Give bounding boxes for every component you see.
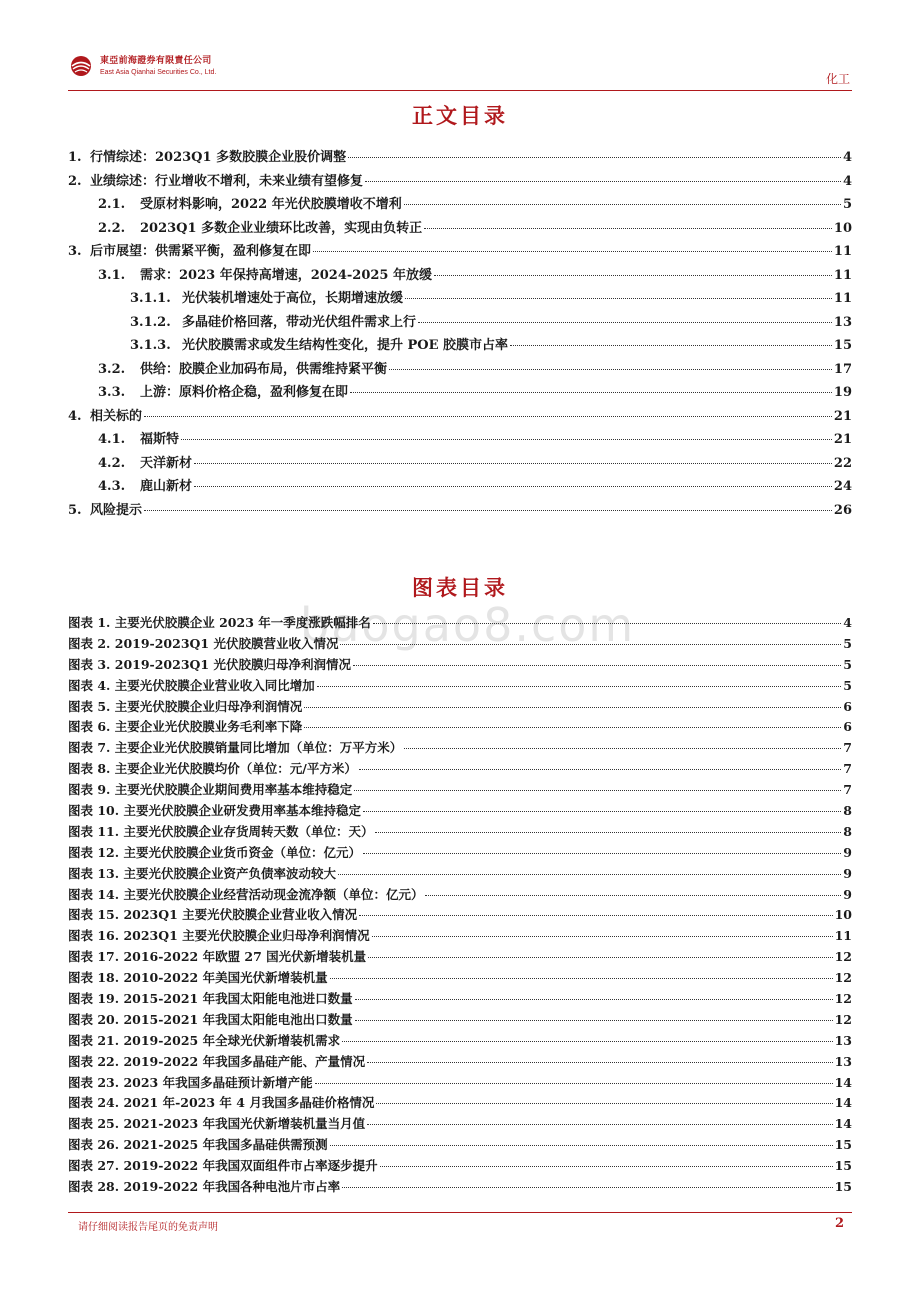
toc-entry-title: 多晶硅价格回落，带动光伏组件需求上行 <box>182 314 417 330</box>
figure-leader <box>353 665 841 666</box>
toc-entry-page: 21 <box>833 432 852 447</box>
toc-entry-number: 2.2. <box>98 220 126 236</box>
toc-heading: 正文目录 <box>412 104 508 128</box>
figure-entry[interactable] <box>68 697 852 718</box>
figure-entry[interactable] <box>68 634 852 655</box>
figure-entry-title: 图表 14. 主要光伏胶膜企业经营活动现金流净额（单位：亿元） <box>68 886 424 902</box>
figure-entry-title: 图表 12. 主要光伏胶膜企业货币资金（单位：亿元） <box>68 844 361 860</box>
figures-heading: 图表目录 <box>412 576 508 600</box>
figure-entry[interactable] <box>68 1135 852 1156</box>
toc-leader <box>313 251 832 252</box>
figure-leader <box>355 999 833 1000</box>
toc-entry-number: 5. <box>68 502 82 518</box>
figure-leader <box>354 790 841 791</box>
toc-entry-number: 3.1. <box>98 267 126 283</box>
figure-entry-page: 15 <box>834 1158 852 1174</box>
toc-entry-page: 17 <box>833 361 852 377</box>
figure-entry[interactable] <box>68 885 852 906</box>
figure-entry-title: 图表 26. 2021-2025 年我国多晶硅供需预测 <box>68 1137 328 1153</box>
figure-entry-title: 图表 24. 2021 年-2023 年 4 月我国多晶硅价格情况 <box>68 1095 375 1111</box>
toc-entry[interactable] <box>68 287 852 311</box>
toc-leader <box>365 181 841 182</box>
toc-entry[interactable] <box>68 405 852 429</box>
toc-entry-page: 11 <box>833 291 852 306</box>
toc-entry-title: 风险提示 <box>90 502 143 518</box>
company-name-cn: 東亞前海證券有限責任公司 <box>100 55 212 66</box>
toc-entry[interactable] <box>68 146 852 170</box>
figure-entry-page: 9 <box>843 844 852 860</box>
figure-entry-page: 11 <box>834 928 852 944</box>
toc-entry-number: 1. <box>68 150 82 165</box>
figure-entry-page: 7 <box>843 740 852 756</box>
figure-entry[interactable] <box>68 1114 852 1135</box>
figure-entry-page: 15 <box>834 1179 852 1195</box>
toc-entry-title: 供给：胶膜企业加码布局，供需维持紧平衡 <box>140 361 388 377</box>
toc-entry-title: 受原材料影响，2022 年光伏胶膜增收不增利 <box>140 197 402 212</box>
figure-entry[interactable] <box>68 655 852 676</box>
figure-entry[interactable] <box>68 822 852 843</box>
figure-leader <box>342 1041 833 1042</box>
toc-entry-number: 4.1. <box>98 432 126 447</box>
figure-entry-page: 15 <box>834 1137 852 1153</box>
figure-leader <box>425 895 841 896</box>
toc-entry-number: 3.1.3. <box>130 338 171 353</box>
figure-entry-title: 图表 13. 主要光伏胶膜企业资产负债率波动较大 <box>68 865 336 881</box>
toc-leader <box>194 486 832 487</box>
figure-entry-title: 图表 15. 2023Q1 主要光伏胶膜企业营业收入情况 <box>68 907 358 923</box>
figure-entry[interactable] <box>68 717 852 738</box>
figure-entry-page: 6 <box>843 698 852 714</box>
figure-entry[interactable] <box>68 1177 852 1198</box>
figure-leader <box>304 727 841 728</box>
toc-entry-number: 4.2. <box>98 455 126 471</box>
figure-entry-title: 图表 5. 主要光伏胶膜企业归母净利润情况 <box>68 698 303 714</box>
toc-entry[interactable] <box>68 475 852 499</box>
figure-entry-page: 13 <box>834 1053 852 1069</box>
figure-leader <box>355 1020 833 1021</box>
figure-entry-title: 图表 9. 主要光伏胶膜企业期间费用率基本维持稳定 <box>68 782 353 798</box>
figure-entry-page: 7 <box>843 761 852 777</box>
toc-leader <box>405 298 832 299</box>
toc-leader <box>418 322 832 323</box>
toc-entry-page: 11 <box>833 267 852 283</box>
figure-entry-page: 4 <box>843 615 852 630</box>
figure-entry[interactable] <box>68 1010 852 1031</box>
company-logo-icon <box>68 54 96 78</box>
toc-entry[interactable] <box>68 217 852 241</box>
toc-entry-page: 19 <box>833 385 852 400</box>
figure-leader <box>376 1103 832 1104</box>
figure-leader <box>367 1124 833 1125</box>
toc-leader <box>144 510 832 511</box>
toc-entry-title: 光伏胶膜需求或发生结构性变化，提升 POE 胶膜市占率 <box>182 338 509 353</box>
figure-entry-page: 6 <box>843 719 852 735</box>
toc-entry-page: 22 <box>833 455 852 471</box>
figure-entry-title: 图表 8. 主要企业光伏胶膜均价（单位：元/平方米） <box>68 761 357 777</box>
figure-entry-page: 7 <box>843 782 852 798</box>
toc-entry-title: 天洋新材 <box>140 455 193 471</box>
toc-leader <box>389 369 832 370</box>
figure-leader <box>375 832 841 833</box>
figure-entry[interactable] <box>68 843 852 864</box>
header-divider <box>68 90 852 91</box>
toc-entry-title: 光伏装机增速处于高位，长期增速放缓 <box>182 291 404 306</box>
toc-entry[interactable] <box>68 334 852 358</box>
toc-entry-title: 福斯特 <box>140 432 180 447</box>
figure-leader <box>340 644 841 645</box>
figure-leader <box>404 748 841 749</box>
toc-entry[interactable] <box>68 240 852 264</box>
toc-entry-title: 后市展望：供需紧平衡，盈利修复在即 <box>90 244 312 259</box>
figure-entry[interactable] <box>68 676 852 697</box>
toc-entry-number: 2. <box>68 173 82 189</box>
toc-entry[interactable] <box>68 381 852 405</box>
figure-entry-page: 12 <box>834 970 852 986</box>
toc-leader <box>350 392 832 393</box>
toc-leader <box>404 204 841 205</box>
figure-entry[interactable] <box>68 780 852 801</box>
figure-entry-title: 图表 20. 2015-2021 年我国太阳能电池出口数量 <box>68 1011 353 1027</box>
toc-leader <box>144 416 832 417</box>
figure-entry-title: 图表 11. 主要光伏胶膜企业存货周转天数（单位：天） <box>68 823 374 839</box>
toc-entry-title: 需求：2023 年保持高增速，2024-2025 年放缓 <box>140 267 432 283</box>
toc-entry-title: 行情综述：2023Q1 多数胶膜企业股价调整 <box>90 150 347 165</box>
figure-entry-title: 图表 16. 2023Q1 主要光伏胶膜企业归母净利润情况 <box>68 928 370 944</box>
toc-entry-page: 11 <box>833 244 852 259</box>
toc-entry[interactable] <box>68 170 852 194</box>
company-name-en: East Asia Qianhai Securities Co., Ltd. <box>100 68 217 76</box>
toc-leader <box>194 463 832 464</box>
toc-entry-number: 4.3. <box>98 479 126 494</box>
figure-entry-page: 14 <box>834 1074 852 1090</box>
toc-entry[interactable] <box>68 428 852 452</box>
figure-leader <box>359 915 832 916</box>
figure-entry[interactable] <box>68 1052 852 1073</box>
toc-entry[interactable] <box>68 193 852 217</box>
figure-entry[interactable] <box>68 1093 852 1114</box>
toc-entry-number: 3.2. <box>98 361 126 377</box>
figure-leader <box>368 957 832 958</box>
figure-leader <box>317 686 842 687</box>
figure-entry[interactable] <box>68 905 852 926</box>
figure-entry-title: 图表 3. 2019-2023Q1 光伏胶膜归母净利润情况 <box>68 656 351 672</box>
page-header <box>68 48 852 90</box>
figure-entry[interactable] <box>68 759 852 780</box>
figure-entry-title: 图表 7. 主要企业光伏胶膜销量同比增加（单位：万平方米） <box>68 740 403 756</box>
figure-leader <box>338 874 841 875</box>
toc-entry[interactable] <box>68 311 852 335</box>
toc-leader <box>348 157 841 158</box>
toc-entry-number: 3.3. <box>98 385 126 400</box>
toc-entry-page: 10 <box>833 220 852 236</box>
figure-leader <box>304 707 841 708</box>
toc-entry-page: 4 <box>842 150 852 165</box>
toc-entry-page: 5 <box>842 197 852 212</box>
figure-entry-title: 图表 1. 主要光伏胶膜企业 2023 年一季度涨跌幅排名 <box>68 615 371 630</box>
toc-entry-page: 26 <box>833 502 852 518</box>
figure-entry-title: 图表 21. 2019-2025 年全球光伏新增装机需求 <box>68 1032 341 1048</box>
figure-entry[interactable] <box>68 968 852 989</box>
figure-entry-page: 12 <box>834 1011 852 1027</box>
figure-entry-title: 图表 19. 2015-2021 年我国太阳能电池进口数量 <box>68 991 353 1007</box>
toc-entry-page: 4 <box>842 173 852 189</box>
figure-entry-page: 5 <box>843 677 852 693</box>
page-number: 2 <box>834 1216 844 1231</box>
figure-entry[interactable] <box>68 738 852 759</box>
figure-leader <box>315 1083 833 1084</box>
figure-entry-title: 图表 23. 2023 年我国多晶硅预计新增产能 <box>68 1074 313 1090</box>
figure-entry-title: 图表 22. 2019-2022 年我国多晶硅产能、产量情况 <box>68 1053 366 1069</box>
toc-leader <box>424 228 832 229</box>
figure-entry-title: 图表 10. 主要光伏胶膜企业研发费用率基本维持稳定 <box>68 803 361 819</box>
figure-entry-page: 12 <box>834 991 852 1007</box>
toc-entry-page: 21 <box>833 408 852 424</box>
figure-entry-page: 9 <box>843 886 852 902</box>
toc-list <box>68 146 852 522</box>
figure-entry-title: 图表 18. 2010-2022 年美国光伏新增装机量 <box>68 970 328 986</box>
figure-entry[interactable] <box>68 947 852 968</box>
figure-entry[interactable] <box>68 864 852 885</box>
toc-entry-title: 相关标的 <box>90 408 143 424</box>
figure-leader <box>330 978 833 979</box>
toc-entry-number: 4. <box>68 408 82 424</box>
toc-entry-number: 3. <box>68 244 82 259</box>
figure-entry-title: 图表 2. 2019-2023Q1 光伏胶膜营业收入情况 <box>68 635 339 651</box>
figure-entry-page: 14 <box>834 1095 852 1111</box>
toc-entry-page: 15 <box>833 338 852 353</box>
toc-entry[interactable] <box>68 452 852 476</box>
toc-entry-title: 上游：原料价格企稳，盈利修复在即 <box>140 385 349 400</box>
toc-entry-title: 2023Q1 多数企业业绩环比改善，实现由负转正 <box>140 220 423 236</box>
figure-leader <box>372 936 833 937</box>
figure-entry[interactable] <box>68 1156 852 1177</box>
figure-entry-page: 13 <box>834 1032 852 1048</box>
toc-entry-number: 3.1.2. <box>130 314 171 330</box>
toc-entry-number: 3.1.1. <box>130 291 171 306</box>
company-logo <box>68 54 216 78</box>
toc-entry[interactable] <box>68 499 852 523</box>
figure-entry[interactable] <box>68 801 852 822</box>
figure-entry-page: 8 <box>843 803 852 819</box>
figure-leader <box>342 1187 833 1188</box>
figure-entry-page: 14 <box>834 1116 852 1132</box>
figure-entry[interactable] <box>68 1073 852 1094</box>
figure-entry[interactable] <box>68 1031 852 1052</box>
figure-entry-page: 5 <box>843 635 852 651</box>
figure-entry-title: 图表 27. 2019-2022 年我国双面组件市占率逐步提升 <box>68 1158 378 1174</box>
toc-leader <box>510 345 832 346</box>
figure-entry-title: 图表 4. 主要光伏胶膜企业营业收入同比增加 <box>68 677 315 693</box>
toc-entry-page: 13 <box>833 314 852 330</box>
industry-label: 化工 <box>825 72 850 86</box>
figure-leader <box>363 811 841 812</box>
toc-entry-title: 业绩综述：行业增收不增利，未来业绩有望修复 <box>90 173 364 189</box>
figure-entry-title: 图表 25. 2021-2023 年我国光伏新增装机量当月值 <box>68 1116 366 1132</box>
figure-entry-title: 图表 28. 2019-2022 年我国各种电池片市占率 <box>68 1179 341 1195</box>
figure-leader <box>367 1062 833 1063</box>
toc-entry-page: 24 <box>833 479 852 494</box>
figure-entry[interactable] <box>68 926 852 947</box>
figure-entry[interactable] <box>68 613 852 634</box>
figure-list <box>68 613 852 1198</box>
figure-entry-page: 8 <box>843 823 852 839</box>
figure-leader <box>330 1145 833 1146</box>
toc-entry-number: 2.1. <box>98 197 126 212</box>
figure-entry[interactable] <box>68 989 852 1010</box>
figure-entry-page: 5 <box>843 656 852 672</box>
figure-leader <box>359 769 841 770</box>
figure-leader <box>380 1166 833 1167</box>
figure-entry-title: 图表 6. 主要企业光伏胶膜业务毛利率下降 <box>68 719 303 735</box>
figure-leader <box>363 853 841 854</box>
toc-entry[interactable] <box>68 264 852 288</box>
figure-entry-title: 图表 17. 2016-2022 年欧盟 27 国光伏新增装机量 <box>68 949 367 965</box>
figure-entry-page: 12 <box>834 949 852 965</box>
disclaimer-note: 请仔细阅读报告尾页的免责声明 <box>78 1222 218 1233</box>
figure-leader <box>373 623 842 624</box>
toc-leader <box>181 439 832 440</box>
figure-entry-page: 9 <box>843 865 852 881</box>
toc-entry[interactable] <box>68 358 852 382</box>
watermark: baogao8.com <box>300 598 636 652</box>
toc-entry-title: 鹿山新材 <box>140 479 193 494</box>
toc-leader <box>434 275 832 276</box>
footer-divider <box>68 1212 852 1213</box>
figure-entry-page: 10 <box>834 907 852 923</box>
